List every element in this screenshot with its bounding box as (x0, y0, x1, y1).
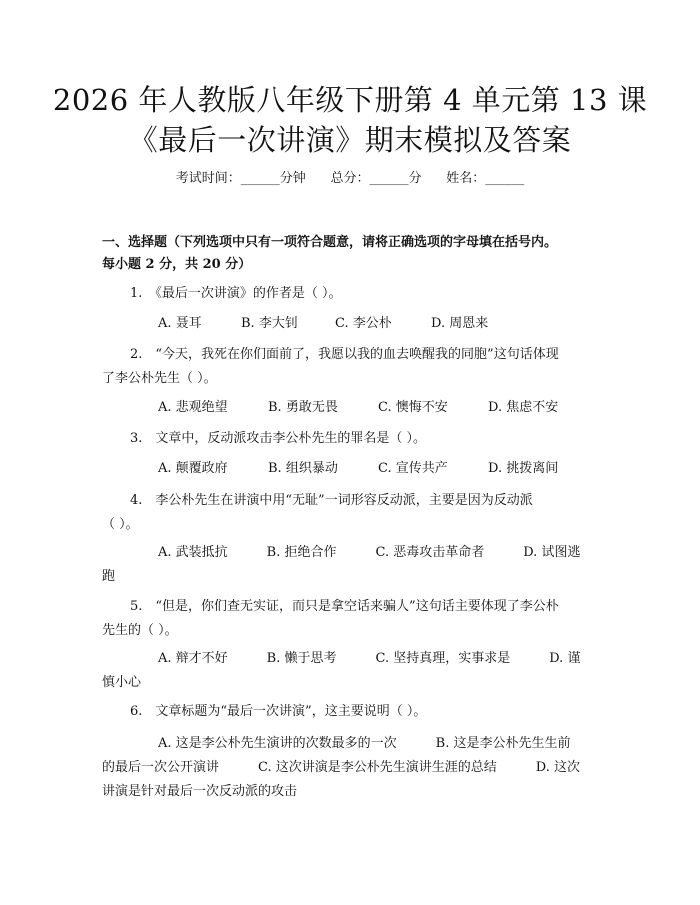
question-5 (102, 595, 600, 643)
option-c: C. 李公朴 (335, 316, 392, 331)
question-3-options (158, 457, 656, 481)
question-text: 6. 文章标题为“最后一次讲演”，这主要说明（ ）。 (130, 704, 427, 719)
question-5-options (102, 647, 600, 695)
question-4-options (102, 541, 600, 589)
option-c: C. 宣传共产 (378, 461, 448, 476)
options-line-2: 慎小心 (102, 675, 142, 690)
question-2-options (158, 396, 656, 420)
option-b: B. 勇敢无畏 (268, 400, 338, 415)
question-text: 1. 《最后一次讲演》的作者是（ ）。 (130, 286, 342, 301)
question-text-line-1: 4. 李公朴先生在讲演中用“无耻”一词形容反动派，主要是因为反动派 (130, 493, 533, 508)
option-b: B. 组织暴动 (268, 461, 338, 476)
option-d: D. 焦虑不安 (488, 400, 559, 415)
section-heading-line-1: 一、选择题（下列选项中只有一项符合题意，请将正确选项的字母填在括号内。 (102, 235, 558, 250)
question-text-line-2: （ ）。 (102, 517, 139, 532)
section-heading (102, 232, 612, 276)
option-a: A. 颠覆政府 (158, 461, 228, 476)
options-line-3: 讲演是针对最后一次反动派的攻击 (102, 784, 298, 799)
option-d: D. 周恩来 (431, 316, 489, 331)
question-2 (102, 343, 600, 391)
question-3 (102, 427, 600, 451)
options-line-1: A. 武装抵抗 B. 拒绝合作 C. 恶毒攻击革命者 D. 试图逃 (158, 545, 581, 560)
question-4 (102, 489, 600, 537)
question-text-line-2: 先生的（ ）。 (102, 623, 178, 638)
section-heading-line-2: 每小题 2 分，共 20 分） (102, 257, 252, 272)
document-title-line-2: 《最后一次讲演》期末模拟及答案 (128, 123, 572, 157)
question-text-line-1: 2. “今天，我死在你们面前了，我愿以我的血去唤醒我的同胞”这句话体现 (130, 347, 559, 362)
question-text-line-1: 5. “但是，你们查无实证，而只是拿空话来骗人”这句话主要体现了李公朴 (130, 599, 559, 614)
document-title-line-1: 2026 年人教版八年级下册第 4 单元第 13 课 (52, 83, 648, 117)
option-a: A. 悲观绝望 (158, 400, 228, 415)
options-line-1: A. 辩才不好 B. 懒于思考 C. 坚持真理，实事求是 D. 谨 (158, 651, 581, 666)
options-line-1: A. 这是李公朴先生演讲的次数最多的一次 B. 这是李公朴先生生前 (158, 736, 571, 751)
question-1 (102, 282, 600, 306)
option-d: D. 挑拨离间 (488, 461, 559, 476)
question-text-line-2: 了李公朴先生（ ）。 (102, 371, 217, 386)
options-line-2: 跑 (102, 569, 116, 584)
option-c: C. 懊悔不安 (378, 400, 448, 415)
options-line-2: 的最后一次公开演讲 C. 这次讲演是李公朴先生演讲生涯的总结 D. 这次 (102, 760, 580, 775)
question-1-options (158, 312, 656, 336)
question-6 (102, 700, 600, 724)
question-6-options (102, 732, 600, 804)
exam-info-line: 考试时间：______分钟 总分：______分 姓名：______ (175, 171, 525, 186)
option-b: B. 李大钊 (241, 316, 298, 331)
question-text: 3. 文章中，反动派攻击李公朴先生的罪名是（ ）。 (130, 431, 427, 446)
option-a: A. 聂耳 (158, 316, 202, 331)
